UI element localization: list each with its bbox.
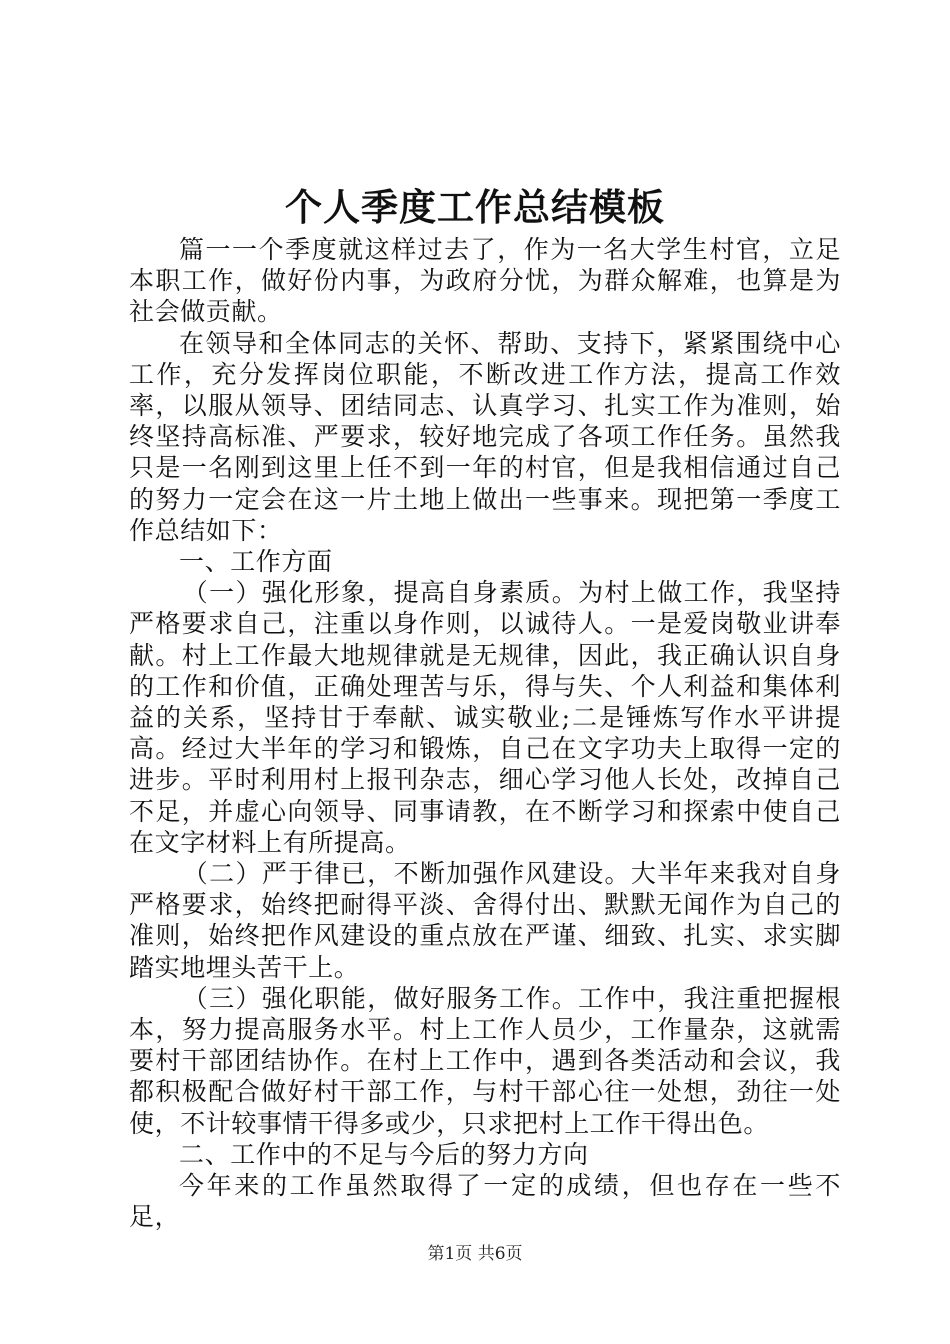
paragraph-overview: 在领导和全体同志的关怀、帮助、支持下，紧紧围绕中心工作，充分发挥岗位职能，不断改进工作方法，提高工作效率，以服从领导、团结同志、认真学习、扎实工作为准则，始终坚持高标准、严要求，较好地完成了各项工作任务。虽然我只是一名刚到这里上任不到一年的村官，但是我相信通过自己的努力一定会在这一片土地上做出一些事来。现把第一季度工作总结如下： xyxy=(129,328,841,545)
page-footer: 第1页 共6页 xyxy=(427,1244,523,1264)
paragraph-shortcomings: 今年来的工作虽然取得了一定的成绩，但也存在一些不足， xyxy=(129,1171,841,1232)
paragraph-item-1: （一）强化形象，提高自身素质。为村上做工作，我坚持严格要求自己，注重以身作则，以诚待人。一是爱岗敬业讲奉献。村上工作最大地规律就是无规律，因此，我正确认识自身的工作和价值，正确处理苦与乐，得与失、个人利益和集体利益的关系，坚持甘于奉献、诚实敬业;二是锤炼写作水平讲提高。经过大半年的学习和锻炼，自己在文字功夫上取得一定的进步。平时利用村上报刊杂志，细心学习他人长处，改掉自己不足，并虚心向领导、同事请教，在不断学习和探索中使自己在文字材料上有所提高。 xyxy=(129,578,841,857)
paragraph-item-2: （二）严于律已，不断加强作风建设。大半年来我对自身严格要求，始终把耐得平淡、舍得付出、默默无闻作为自己的准则，始终把作风建设的重点放在严谨、细致、扎实、求实脚踏实地埋头苦干上。 xyxy=(129,859,841,982)
section-heading-work: 一、工作方面 xyxy=(179,547,333,577)
section-heading-shortcomings: 二、工作中的不足与今后的努力方向 xyxy=(179,1139,589,1169)
paragraph-item-3: （三）强化职能，做好服务工作。工作中，我注重把握根本，努力提高服务水平。村上工作人员少，工作量杂，这就需要村干部团结协作。在村上工作中，遇到各类活动和会议，我都积极配合做好村干部工作，与村干部心往一处想，劲往一处使，不计较事情干得多或少，只求把村上工作干得出色。 xyxy=(129,983,841,1138)
paragraph-intro: 篇一一个季度就这样过去了，作为一名大学生村官，立足本职工作，做好份内事，为政府分忧，为群众解难，也算是为社会做贡献。 xyxy=(129,235,841,327)
document-title: 个人季度工作总结模板 xyxy=(285,185,665,229)
document-body xyxy=(129,234,841,1233)
